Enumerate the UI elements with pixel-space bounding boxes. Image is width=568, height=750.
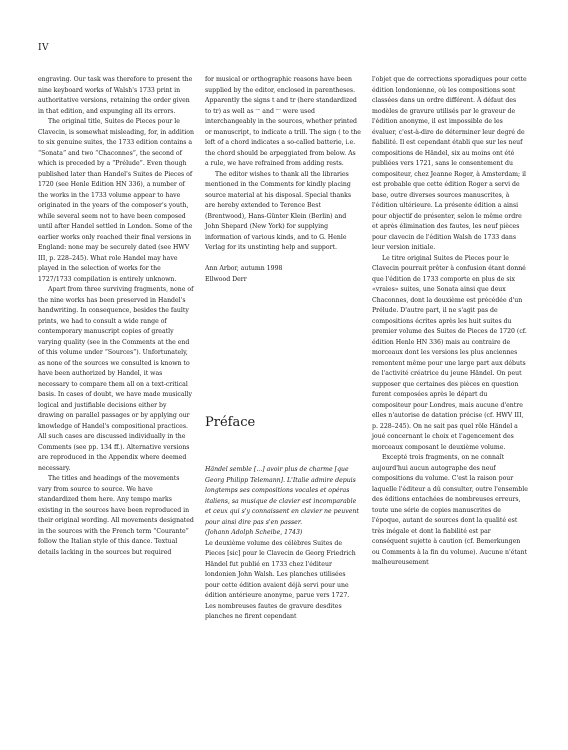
paragraph: engraving. Our task was therefore to present the nine keyboard works of Walsh's 1733 print in authoritative versions, retaining the order given in that edition, and expunging all its errors.	[38, 76, 193, 115]
section-heading: Préface	[205, 415, 256, 430]
paragraph: Le deuxième volume des célèbres Suites de Pieces [sic] pour le Clavecin de Georg Friedrich Händel fut publié en 1733 chez l'éditeur londonien John Walsh. Les planches utilisées pour cette édition avaient déjà servi pour une édition antérieure anonyme, parue vers 1727. Les nombreuses fautes de gravure desdites planches ne firent cependant	[205, 539, 356, 620]
column-2	[205, 75, 361, 623]
column-3	[372, 75, 528, 569]
paragraph: l'objet que de corrections sporadiques pour cette édition londonienne, où les compositions sont classées dans un ordre différent. À défaut des modèles de gravure utilisés par le graveur de l'édition anonyme, il est impossible de les évaluer, c'est-à-dire de déterminer leur degré de fiabilité. Il est cependant établi que sur les neuf compositions de Händel, six au moins ont été publiées vers 1721, sans le consentement du compositeur, chez Jeanne Roger, à Amsterdam; il est probable que cette édition Roger a servi de base, outre diverses sources manuscrites, à l'édition ultérieure. La présente édition a ainsi pour objectif de présenter, selon le même ordre et après élimination des fautes, les neuf pièces pour clavecin de l'édition Walsh de 1733 dans leur version initiale.	[372, 76, 527, 251]
epigraph-quote	[205, 465, 361, 539]
paragraph: The editor wishes to thank all the libraries mentioned in the Comments for kindly placing source material at his disposal. Special thanks are hereby extended to Terence Best (Brentwood), Hans-Günter Klein (Berlin) and John Shepard (New York) for supplying information of various kinds, and to G. Henle Verlag for its unstinting help and support.	[205, 170, 352, 251]
column-1	[38, 75, 194, 558]
author-signature: Ellwood Derr	[205, 275, 247, 283]
paragraph: The original title, Suites de Pieces pour le Clavecin, is somewhat misleading, for, in addition to six genuine suites, the 1733 edition contains a “Sonata” and two “Chaconnes”, the second of which is preceded by a “Prélude”. Even though published later than Handel's Suites de Pieces of 1720 (see Henle Edition HN 336), a number of the works in the 1733 volume appear to have originated in the years of the composer's youth, while several seem not to have been composed until after Handel settled in London. Some of the earlier works only reached their final versions in England: none may be securely dated (see HWV III, p. 228–245). What role Handel may have played in the selection of works for the 1727/1733 compilation is entirely unknown.	[38, 118, 194, 283]
paragraph: for musical or orthographic reasons have been supplied by the editor, enclosed in parentheses. Apparently the signs t and tr (here standardized to tr) as well as ᵔᵔ and ᵔᵔ were used interchangeably in the sources, whether printed or manuscript, to indicate a trill. The sign ( to the left of a chord indicates a so-called batterie, i.e. the chord should be arpeggiated from below. As a rule, we have refrained from adding rests.	[205, 76, 361, 167]
paragraph: Le titre original Suites de Pieces pour le Clavecin pourrait prêter à confusion étant donné que l'édition de 1733 comporte en plus de six «vraies» suites, une Sonata ainsi que deux Chaconnes, dont la deuxième est précédée d'un Prélude. D'autre part, il ne s'agit pas de compositions écrites après les huit suites du premier volume des Suites de Pieces de 1720 (cf. édition Henle HN 336) mais au contraire de morceaux dont les versions les plus anciennes remontent même pour une large part aux débuts de l'activité créatrice du jeune Händel. On peut supposer que certaines des pièces en question furent composées après le départ du compositeur pour Londres, mais aucune d'entre elles n'autorise de datation précise (cf. HWV III, p. 228–245). On ne sait pas quel rôle Händel a joué concernant le choix et l'agencement des morceaux composant le deuxième volume.	[372, 254, 527, 451]
quote-attribution: (Johann Adolph Scheibe, 1743)	[205, 529, 303, 536]
page-number: IV	[38, 43, 50, 53]
paragraph: The titles and headings of the movements vary from source to source. We have standardized them here. Any tempo marks existing in the sources have been reproduced in their original wording. All movements designated in the sources with the French term “Courante” follow the Italian style of this dance. Textual details lacking in the sources but required	[38, 475, 194, 556]
quote-text: Händel semble [...] avoir plus de charme [que Georg Philipp Telemann]. L'Italie admire depuis longtemps ses compositions vocales et opéras italiens, sa musique de clavier est incomparable et ceux qui s'y connaissent en clavier ne peuvent pour ainsi dire pas s'en passer.	[205, 466, 359, 526]
paragraph: Excepté trois fragments, on ne connaît aujourd'hui aucun autographe des neuf compositions du volume. C'est la raison pour laquelle l'éditeur a dû consulter, outre l'ensemble des éditions entachées de nombreuses erreurs, toute une série de copies manuscrites de l'époque, autant de sources dont la qualité est très inégale et dont la fiabilité est par conséquent sujette à caution (cf. Bemerkungen ou Comments à la fin du volume). Aucune n'étant malheureusement	[372, 454, 528, 566]
place-date: Ann Arbor, autumn 1998	[205, 265, 283, 272]
paragraph: Apart from three surviving fragments, none of the nine works has been preserved in Handel's handwriting. In consequence, besides the faulty prints, we had to consult a wide range of contemporary manuscript copies of greatly varying quality (see in the Comments at the end of this volume under “Sources”). Unfortunately, as none of the sources we consulted is known to have been authorized by Handel, it was necessary to compare them all on a text-critical basis. In cases of doubt, we have made musically logical and justifiable decisions either by drawing on parallel passages or by applying our knowledge of Handel's compositional practices. All such cases are discussed individually in the Comments (see pp. 134 ff.). Alternative versions are reproduced in the Appendix where deemed necessary.	[38, 286, 194, 472]
